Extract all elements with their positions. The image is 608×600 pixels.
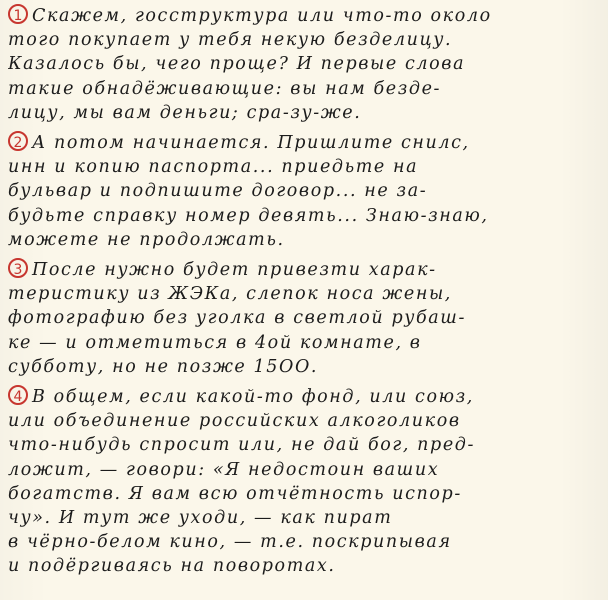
text-line: фотографию без уголка в светлой рубаш-	[8, 308, 467, 329]
text-line: бульвар и подпишите договор... не за-	[8, 181, 428, 202]
paragraph-4	[8, 385, 600, 579]
text-line: и подёргиваясь на поворотах.	[8, 556, 336, 577]
text-line: богатств. Я вам всю отчётность испор-	[8, 483, 462, 504]
text-line: будьте справку номер девять... Знаю-знаю,	[8, 205, 489, 226]
text-line	[8, 4, 600, 28]
text-line: Казалось бы, чего проще? И первые слова	[8, 54, 466, 75]
text-line: инн и копию паспорта... приедьте на	[8, 157, 419, 178]
text-line: чу». И тут же уходи, — как пират	[8, 508, 393, 529]
text-line: можете не продолжать.	[8, 229, 285, 250]
text-line: теристику из ЖЭКа, слепок носа жены,	[8, 284, 452, 305]
paragraph-2	[8, 131, 600, 252]
paragraph-1	[8, 4, 600, 125]
text-line: что-нибудь спросит или, не дай бог, пред-	[8, 435, 476, 456]
text-line: лицу, мы вам деньги; сра-зу-же.	[8, 102, 362, 123]
paragraph-number-badge: 3	[8, 258, 28, 278]
paragraph-number-badge: 4	[8, 385, 28, 405]
text-line: субботу, но не позже 15ОО.	[8, 356, 319, 377]
text-line	[8, 385, 600, 409]
text-line: ке — и отметиться в 4ой комнате, в	[8, 332, 422, 353]
text-line: такие обнадёживающие: вы нам безде-	[8, 78, 442, 99]
line-text: Скажем, госструктура или что-то около	[32, 6, 492, 26]
paragraph-3	[8, 258, 600, 379]
text-line	[8, 258, 600, 282]
paragraph-number-badge: 1	[8, 4, 28, 24]
line-text: После нужно будет привезти харак-	[32, 260, 437, 281]
paragraph-number-badge: 2	[8, 131, 28, 151]
text-line: или объединение российских алкоголиков	[8, 411, 461, 432]
text-line	[8, 131, 600, 155]
text-line: в чёрно-белом кино, — т.е. поскрипывая	[8, 532, 452, 553]
text-line: того покупает у тебя некую безделицу.	[8, 30, 453, 51]
text-line: ложит, — говори: «Я недостоин ваших	[8, 459, 440, 480]
line-text: В общем, если какой-то фонд, или союз,	[32, 387, 474, 408]
line-text: А потом начинается. Пришлите снилс,	[32, 133, 470, 154]
